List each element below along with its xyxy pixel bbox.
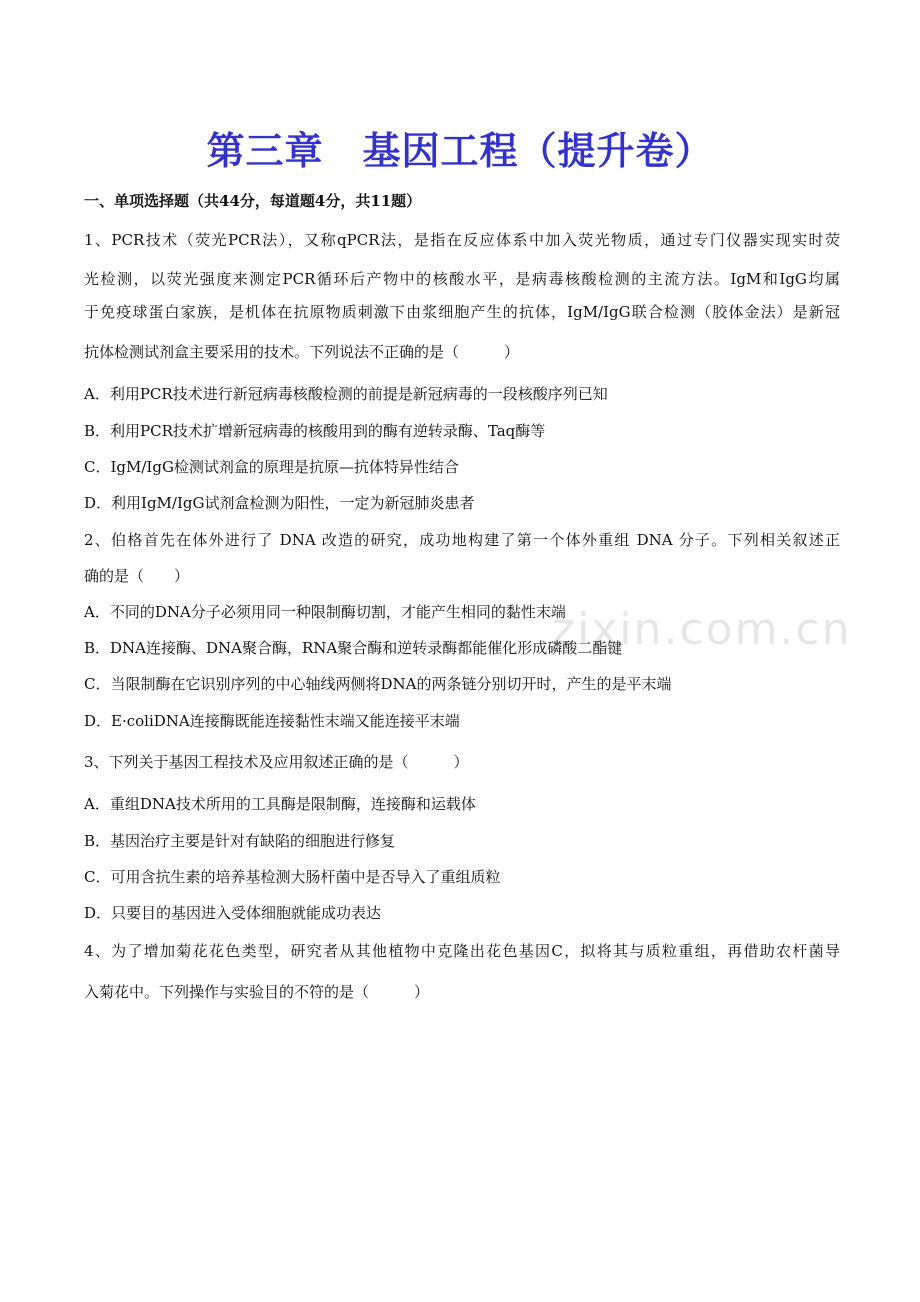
question-3-option-d: D．只要目的基因进入受体细胞就能成功表达 [84,904,382,922]
question-1-stem-line-4: 抗体检测试剂盒主要采用的技术。下列说法不正确的是（ ） [84,343,520,361]
question-3-stem-line-1: 3、下列关于基因工程技术及应用叙述正确的是（ ） [84,753,469,771]
question-1-option-c: C．IgM/IgG检测试剂盒的原理是抗原—抗体特异性结合 [84,458,459,476]
question-4-stem-line-1: 4、为了增加菊花花色类型，研究者从其他植物中克隆出花色基因C，拟将其与质粒重组，再借助农杆菌导 [84,942,840,960]
question-2-option-d: D．E·coliDNA连接酶既能连接黏性末端又能连接平末端 [84,712,460,730]
question-2-stem-line-1: 2、伯格首先在体外进行了 DNA 改造的研究，成功地构建了第一个体外重组 DNA 分子。下列相关叙述正 [84,531,840,549]
question-1-stem-line-2: 光检测，以荧光强度来测定PCR循环后产物中的核酸水平，是病毒核酸检测的主流方法。IgM和IgG均属 [84,270,840,288]
question-1-option-a: A．利用PCR技术进行新冠病毒核酸检测的前提是新冠病毒的一段核酸序列已知 [84,385,608,403]
question-1-stem-line-1: 1、PCR技术（荧光PCR法），又称qPCR法，是指在反应体系中加入荧光物质，通过专门仪器实现实时荧 [84,231,840,249]
question-1-option-b: B．利用PCR技术扩增新冠病毒的核酸用到的酶有逆转录酶、Taq酶等 [84,422,546,440]
section-heading: 一、单项选择题（共44分，每道题4分，共11题） [84,192,422,210]
watermark: zixin.com.cn [552,604,852,655]
question-4-stem-line-2: 入菊花中。下列操作与实验目的不符的是（ ） [84,983,430,1001]
question-3-option-a: A．重组DNA技术所用的工具酶是限制酶，连接酶和运载体 [84,795,476,813]
question-3-option-c: C．可用含抗生素的培养基检测大肠杆菌中是否导入了重组质粒 [84,868,501,886]
question-2-option-b: B．DNA连接酶、DNA聚合酶，RNA聚合酶和逆转录酶都能催化形成磷酸二酯键 [84,639,623,657]
question-3-option-b: B．基因治疗主要是针对有缺陷的细胞进行修复 [84,832,396,850]
question-2-stem-line-2: 确的是（ ） [84,567,190,585]
document-title: 第三章 基因工程（提升卷） [206,128,714,173]
question-1-option-d: D．利用IgM/IgG试剂盒检测为阳性，一定为新冠肺炎患者 [84,494,475,512]
question-2-option-c: C．当限制酶在它识别序列的中心轴线两侧将DNA的两条链分别切开时，产生的是平末端 [84,675,672,693]
question-2-option-a: A．不同的DNA分子必须用同一种限制酶切割，才能产生相同的黏性末端 [84,603,566,621]
question-1-stem-line-3: 于免疫球蛋白家族，是机体在抗原物质刺激下由浆细胞产生的抗体，IgM/IgG联合检测（胶体金法）是新冠 [84,303,840,321]
